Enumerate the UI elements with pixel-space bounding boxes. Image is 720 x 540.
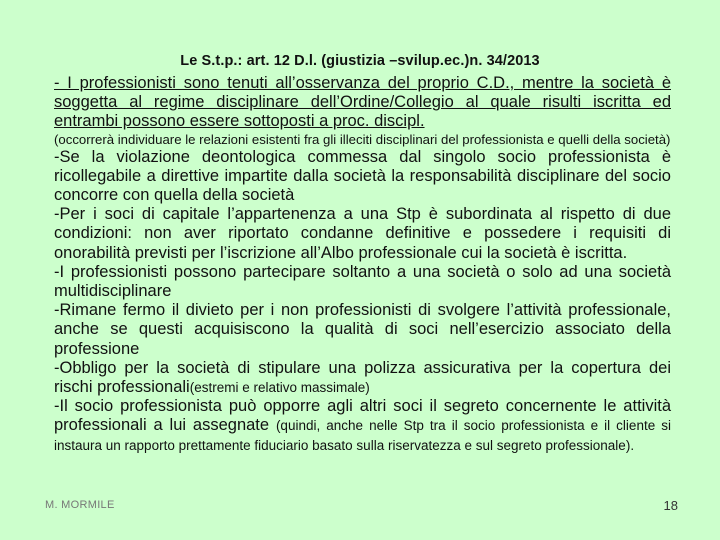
slide-title: Le S.t.p.: art. 12 D.l. (giustizia –svilup.ec.)n. 34/2013 xyxy=(180,53,540,69)
footer-author: M. MORMILE xyxy=(45,499,115,511)
paragraph-non-professionals-ban: -Rimane fermo il divieto per i non professionisti di svolgere l’attività professionale, anche se questi acquisiscono la qualità di soci nell’esercizio associato della professione xyxy=(54,301,671,358)
paragraph-professional-secrecy xyxy=(54,397,671,455)
insurance-text: -Obbligo per la società di stipulare una polizza assicurativa per la copertura dei rischi professionali xyxy=(54,358,671,397)
slide-body xyxy=(54,74,671,455)
paragraph-single-company: -I professionisti possono partecipare soltanto a una società o solo ad una società multidisciplinare xyxy=(54,262,671,301)
paragraph-insurance-obligation xyxy=(54,359,671,397)
secrecy-note: (quindi, anche nelle Stp tra il socio professionista e il cliente si instaura un rapporto prettamente fiduciario basato sulla riservatezza e sul segreto professionale). xyxy=(54,418,671,453)
paragraph-deontological-violation: -Se la violazione deontologica commessa dal singolo socio professionista è ricollegabile a direttive impartite dalla società la responsabilità disciplinare del socio concorre con quella della società xyxy=(54,147,671,205)
page-number: 18 xyxy=(663,498,678,513)
paragraph-disciplinary-regime: - I professionisti sono tenuti all’osservanza del proprio C.D., mentre la società è soggetta al regime disciplinare dell’Ordine/Collegio al quale risulti iscritta ed entrambi possono essere sottoposti a proc. discipl. xyxy=(54,74,671,131)
secrecy-text: -Il socio professionista può opporre agli altri soci il segreto concernente le attività professionali a lui assegnate xyxy=(54,397,671,435)
insurance-note: (estremi e relativo massimale) xyxy=(189,380,370,396)
paragraph-capital-partners: -Per i soci di capitale l’appartenenza a una Stp è subordinata al rispetto di due condizioni: non aver riportato condanne definitive e possedere i requisiti di onorabilità previsti per l’iscrizione all’Albo professionale cui la società è iscritta. xyxy=(54,205,671,262)
paragraph-disciplinary-note: (occorrerà individuare le relazioni esistenti fra gli illeciti disciplinari del professionista e quelli della società) xyxy=(54,131,671,147)
